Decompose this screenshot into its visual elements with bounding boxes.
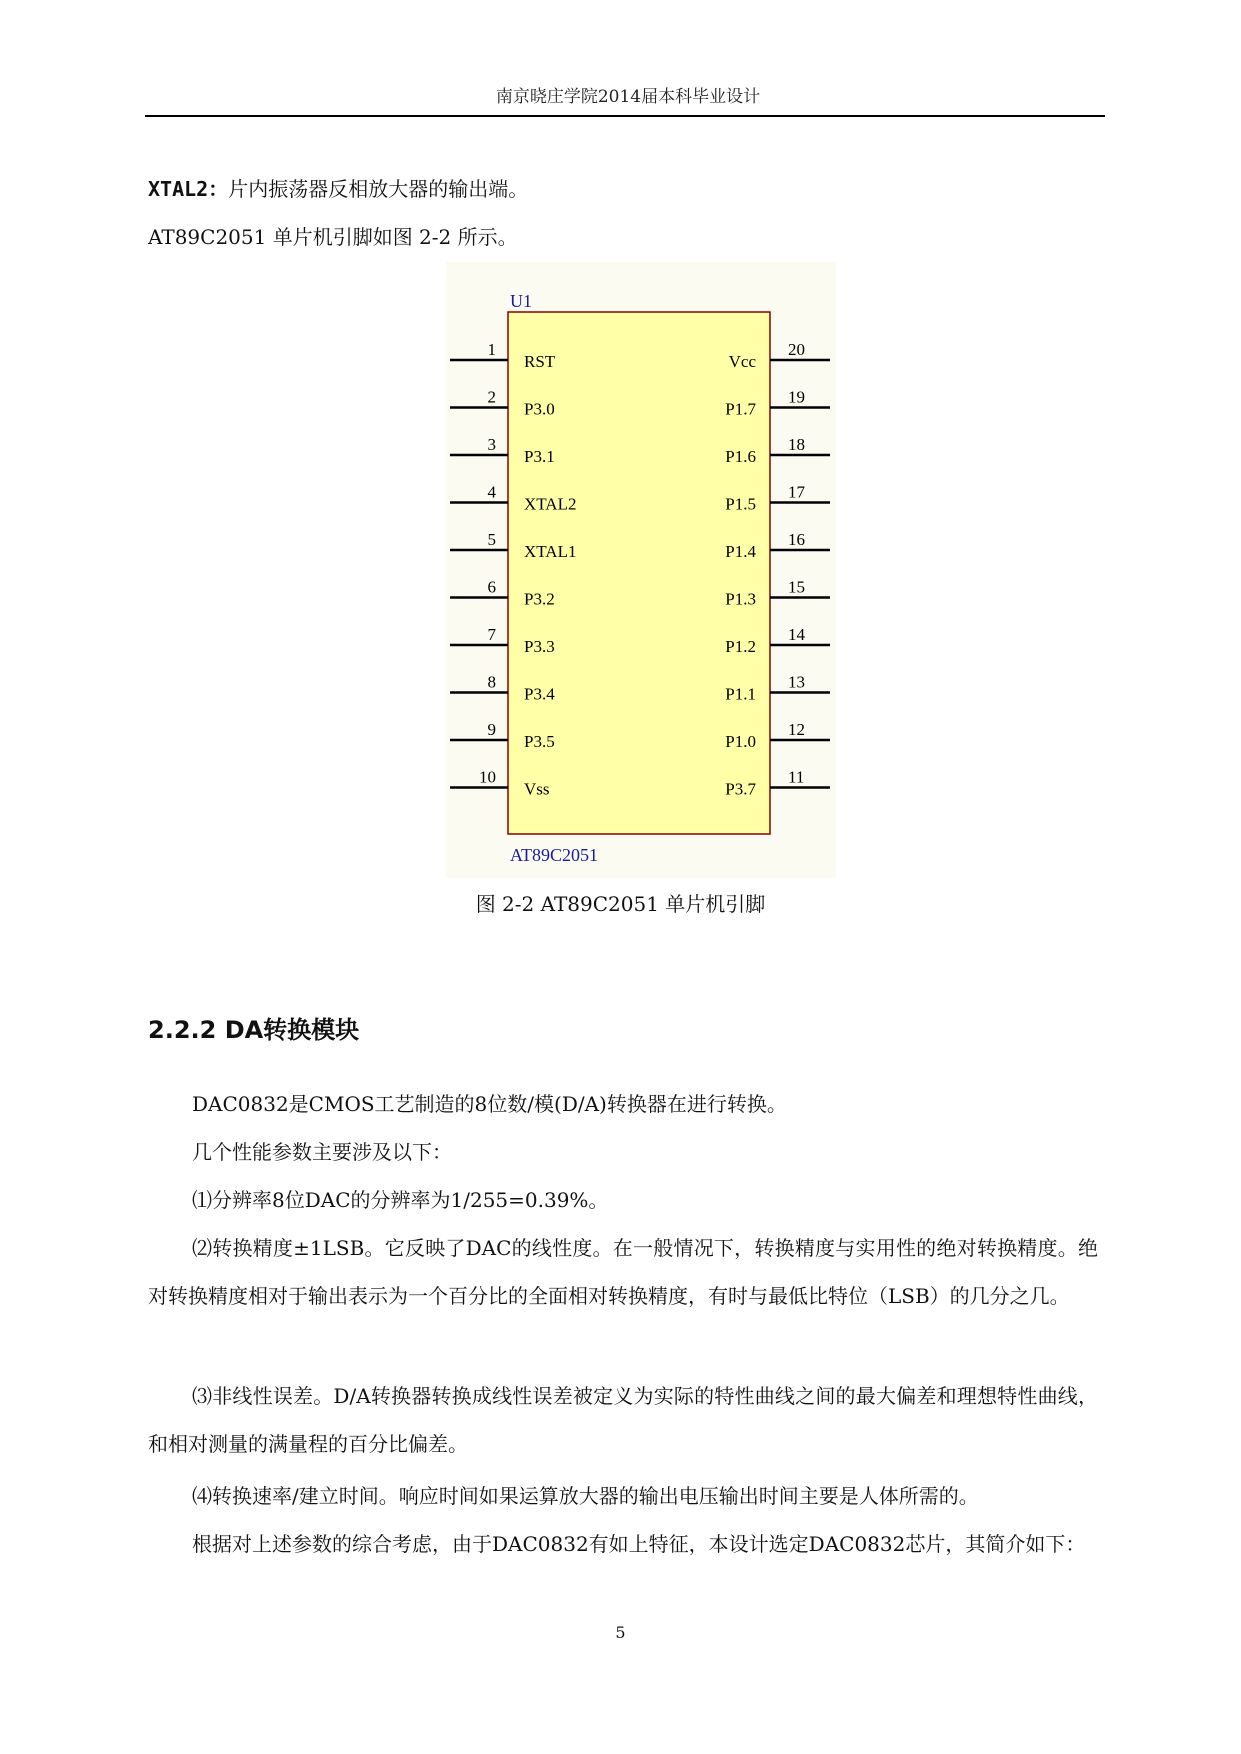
pin-name-6: P3.2 <box>524 589 555 609</box>
paragraph-4: ⑵转换精度±1LSB。它反映了DAC的线性度。在一般情况下，转换精度与实用性的绝对转换精度。绝对转换精度相对于输出表示为一个百分比的全面相对转换精度，有时与最低比特位（LSB）的几分之几。 <box>148 1236 1098 1308</box>
pin-name-17: P1.5 <box>725 494 756 514</box>
paragraph-7: 根据对上述参数的综合考虑，由于DAC0832有如上特征，本设计选定DAC0832芯片，其简介如下： <box>192 1532 1086 1556</box>
pin-number-2: 2 <box>487 387 496 407</box>
figure-caption: 图 2-2 AT89C2051 单片机引脚 <box>475 892 766 916</box>
pin-name-14: P1.2 <box>725 637 756 656</box>
pin-name-8: P3.4 <box>524 684 555 704</box>
pin-name-15: P1.3 <box>725 589 756 609</box>
xtal2-label: XTAL2： <box>148 177 229 201</box>
at89c2051-pinout-figure <box>446 262 836 878</box>
paragraph-6: ⑷转换速率/建立时间。响应时间如果运算放大器的输出电压输出时间主要是人体所需的。 <box>192 1484 979 1508</box>
pinout-reference: AT89C2051 单片机引脚如图 2-2 所示。 <box>148 225 518 249</box>
pin-number-19: 19 <box>788 387 805 407</box>
pin-number-20: 20 <box>788 340 805 359</box>
pin-name-5: XTAL1 <box>524 542 577 561</box>
pin-number-18: 18 <box>788 435 805 454</box>
pin-number-15: 15 <box>788 577 805 597</box>
pin-number-6: 6 <box>487 577 496 597</box>
pin-name-1: RST <box>524 352 556 371</box>
pin-name-13: P1.1 <box>725 684 756 704</box>
pin-name-19: P1.7 <box>725 399 756 419</box>
pin-name-2: P3.0 <box>524 399 555 419</box>
paragraph-2: 几个性能参数主要涉及以下： <box>192 1140 452 1164</box>
chip-body <box>508 312 770 834</box>
pin-number-1: 1 <box>487 340 496 359</box>
pin-name-4: XTAL2 <box>524 494 577 514</box>
pin-number-4: 4 <box>487 482 496 502</box>
page-number: 5 <box>615 1623 626 1642</box>
pin-number-7: 7 <box>487 625 496 644</box>
pin-number-13: 13 <box>788 672 805 692</box>
chip-schematic <box>446 262 836 878</box>
pin-name-11: P3.7 <box>725 779 756 799</box>
pin-number-12: 12 <box>788 720 805 739</box>
pin-name-16: P1.4 <box>725 542 756 561</box>
header-rule <box>145 115 1105 117</box>
pin-name-10: Vss <box>524 779 550 799</box>
section-heading: 2.2.2 DA转换模块 <box>148 1016 360 1044</box>
chip-part-name: AT89C2051 <box>510 845 599 865</box>
paragraph-1: DAC0832是CMOS工艺制造的8位数/模(D/A)转换器在进行转换。 <box>192 1092 787 1116</box>
pin-number-5: 5 <box>487 530 496 549</box>
paragraph-3: ⑴分辨率8位DAC的分辨率为1/255=0.39%。 <box>192 1188 609 1212</box>
xtal2-description: 片内振荡器反相放大器的输出端。 <box>228 177 529 201</box>
pin-number-10: 10 <box>479 767 496 787</box>
pin-name-9: P3.5 <box>524 732 555 751</box>
pin-number-14: 14 <box>788 625 805 644</box>
paragraph-5: ⑶非线性误差。D/A转换器转换成线性误差被定义为实际的特性曲线之间的最大偏差和理想特性曲线，和相对测量的满量程的百分比偏差。 <box>148 1384 1098 1456</box>
xtal2-line <box>148 175 528 203</box>
page-header: 南京晓庄学院2014届本科毕业设计 <box>495 87 761 107</box>
chip-designator: U1 <box>510 291 532 311</box>
pin-name-12: P1.0 <box>725 732 756 751</box>
pin-number-3: 3 <box>487 435 496 454</box>
pin-number-8: 8 <box>487 672 496 692</box>
pin-number-11: 11 <box>788 767 805 787</box>
pin-number-9: 9 <box>487 720 496 739</box>
pin-name-7: P3.3 <box>524 637 555 656</box>
pin-name-3: P3.1 <box>524 447 555 466</box>
pin-number-16: 16 <box>788 530 805 549</box>
pin-name-20: Vcc <box>728 352 756 371</box>
pin-number-17: 17 <box>788 482 805 502</box>
pin-name-18: P1.6 <box>725 447 756 466</box>
